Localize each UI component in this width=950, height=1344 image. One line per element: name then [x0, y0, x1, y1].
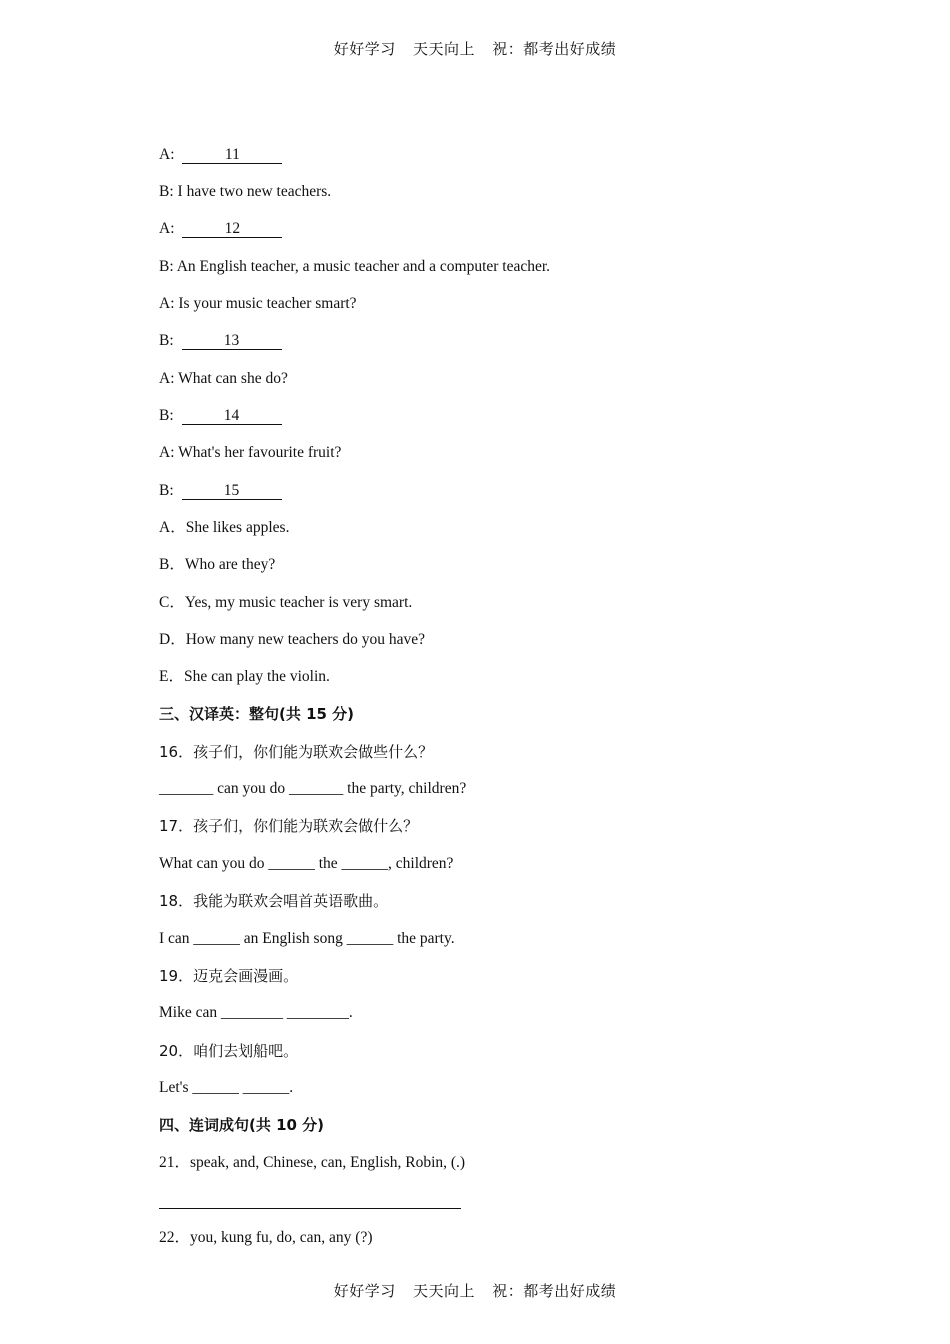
dialogue-line	[159, 443, 341, 463]
speaker-label: B:	[159, 407, 174, 424]
dialogue-line-11	[159, 145, 282, 165]
dialogue-text: What can she do?	[178, 370, 288, 387]
option-a: A．She likes apples.	[159, 519, 290, 536]
option-b: B．Who are they?	[159, 556, 276, 573]
question-20-prompt: 20．咱们去划船吧。	[159, 1042, 299, 1060]
header-motto-3: 祝：都考出好成绩	[492, 40, 617, 58]
footer-motto-2: 天天向上	[412, 1282, 475, 1300]
dialogue-text: Is your music teacher smart?	[178, 295, 357, 312]
dialogue-text: I have two new teachers.	[177, 183, 332, 200]
section-4-title: 四、连词成句(共 10 分)	[159, 1116, 325, 1134]
question-21-prompt: 21．speak, and, Chinese, can, English, Robin, (.)	[159, 1154, 466, 1171]
option-e: E．She can play the violin.	[159, 668, 330, 685]
dialogue-line-12	[159, 219, 282, 239]
page-footer	[0, 1280, 950, 1301]
question-18-answer[interactable]: I can ______ an English song ______ the party.	[159, 930, 455, 947]
header-motto-2: 天天向上	[412, 40, 475, 58]
dialogue-line	[159, 182, 331, 202]
option-d: D．How many new teachers do you have?	[159, 631, 425, 648]
dialogue-line	[159, 257, 550, 277]
question-19-answer[interactable]: Mike can ________ ________.	[159, 1004, 353, 1021]
blank-13[interactable]: 13	[182, 333, 282, 350]
question-20-answer[interactable]: Let's ______ ______.	[159, 1079, 294, 1096]
blank-15[interactable]: 15	[182, 483, 282, 500]
dialogue-line-14	[159, 406, 282, 426]
footer-motto-1: 好好学习	[333, 1282, 396, 1300]
speaker-label: A:	[159, 370, 175, 387]
dialogue-line	[159, 369, 288, 389]
section-3-title: 三、汉译英：整句(共 15 分)	[159, 705, 355, 723]
speaker-label: B:	[159, 258, 174, 275]
question-16-prompt: 16．孩子们，你们能为联欢会做些什么？	[159, 743, 434, 761]
speaker-label: B:	[159, 332, 174, 349]
dialogue-line	[159, 294, 357, 314]
question-19-prompt: 19．迈克会画漫画。	[159, 967, 299, 985]
dialogue-line-13	[159, 331, 282, 351]
speaker-label: B:	[159, 183, 174, 200]
dialogue-text: An English teacher, a music teacher and a computer teacher.	[176, 258, 551, 275]
question-16-answer[interactable]: _______ can you do _______ the party, children?	[159, 780, 467, 797]
blank-11[interactable]: 11	[182, 147, 282, 164]
dialogue-line-15	[159, 481, 282, 501]
blank-12[interactable]: 12	[182, 221, 282, 238]
speaker-label: A:	[159, 146, 175, 163]
speaker-label: A:	[159, 295, 175, 312]
blank-14[interactable]: 14	[182, 408, 282, 425]
speaker-label: A:	[159, 444, 175, 461]
dialogue-text: What's her favourite fruit?	[178, 444, 342, 461]
header-motto-1: 好好学习	[333, 40, 396, 58]
speaker-label: A:	[159, 220, 175, 237]
footer-motto-3: 祝：都考出好成绩	[492, 1282, 617, 1300]
option-c: C．Yes, my music teacher is very smart.	[159, 594, 413, 611]
question-18-prompt: 18．我能为联欢会唱首英语歌曲。	[159, 892, 389, 910]
page-header	[0, 38, 950, 59]
question-17-prompt: 17．孩子们，你们能为联欢会做什么？	[159, 817, 419, 835]
question-17-answer[interactable]: What can you do ______ the ______, children?	[159, 855, 454, 872]
question-22-prompt: 22．you, kung fu, do, can, any (?)	[159, 1229, 373, 1246]
question-21-answer-line[interactable]	[159, 1208, 461, 1209]
speaker-label: B:	[159, 482, 174, 499]
